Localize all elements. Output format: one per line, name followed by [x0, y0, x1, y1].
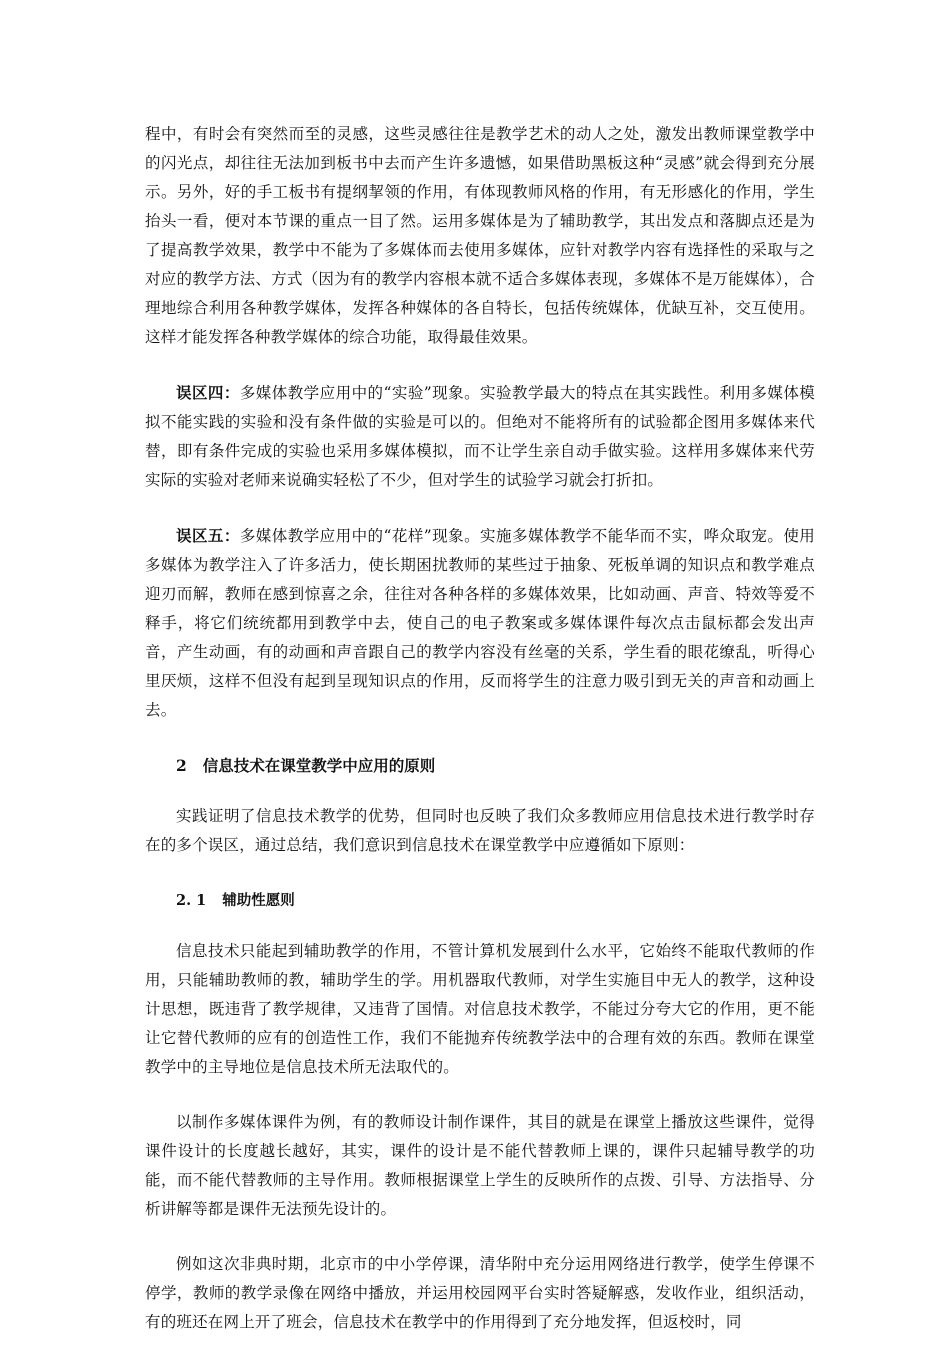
paragraph-continuation: 程中，有时会有突然而至的灵感，这些灵感往往是教学艺术的动人之处，激发出教师课堂教学中的闪光点，却往往无法加到板书中去而产生许多遗憾，如果借助黑板这种“灵感”就会得到充分展示。另外，好的手工板书有提纲挈领的作用，有体现教师风格的作用，有无形感化的作用，学生抬头一看，便对本节课的重点一目了然。运用多媒体是为了辅助教学，其出发点和落脚点还是为了提高教学效果，教学中不能为了多媒体而去使用多媒体，应针对教学内容有选择性的采取与之对应的教学方法、方式（因为有的教学内容根本就不适合多媒体表现，多媒体不是万能媒体），合理地综合利用各种教学媒体，发挥各种媒体的各自特长，包括传统媒体，优缺互补，交互使用。这样才能发挥各种教学媒体的综合功能，取得最佳效果。: [145, 125, 815, 346]
misconception-five-text: 多媒体教学应用中的“花样”现象。实施多媒体教学不能华而不实，哗众取宠。使用多媒体为教学注入了许多活力，使长期困扰教师的某些过于抽象、死板单调的知识点和教学难点迎刃而解，教师在感到惊喜之余，往往对各种各样的多媒体效果，比如动画、声音、特效等爱不释手，将它们统统都用到教学中去，使自己的电子教案或多媒体课件每次点击鼠标都会发出声音，产生动画，有的动画和声音跟自己的教学内容没有丝毫的关系，学生看的眼花缭乱，听得心里厌烦，这样不但没有起到呈现知识点的作用，反而将学生的注意力吸引到无关的声音和动画上去。: [145, 527, 815, 719]
section-2-number: 2: [176, 756, 187, 775]
misconception-four-text: 多媒体教学应用中的“实验”现象。实验教学最大的特点在其实践性。利用多媒体模拟不能实践的实验和没有条件做的实验是可以的。但绝对不能将所有的试验都企图用多媒体来代替，即有条件完成的实验也采用多媒体模拟，而不让学生亲自动手做实验。这样用多媒体来代劳实际的实验对老师来说确实轻松了不少，但对学生的试验学习就会打折扣。: [145, 384, 815, 489]
section-2-1-number: 2. 1: [176, 892, 207, 909]
section-2-1-title: 辅助性愿则: [222, 892, 295, 909]
section-2-1-heading: [145, 886, 815, 915]
paragraph-misconception-five: [145, 521, 815, 725]
section-2-title: 信息技术在课堂教学中应用的原则: [202, 756, 436, 775]
document-page: [145, 120, 815, 1363]
paragraph-principles-intro: 实践证明了信息技术教学的优势，但同时也反映了我们众多教师应用信息技术进行教学时存在的多个误区，通过总结，我们意识到信息技术在课堂教学中应遵循如下原则：: [145, 807, 815, 854]
misconception-five-label: 误区五：: [176, 526, 240, 545]
misconception-four-label: 误区四：: [176, 383, 240, 402]
paragraph-sars-example: 例如这次非典时期，北京市的中小学停课，清华附中充分运用网络进行教学，使学生停课不停学，教师的教学录像在网络中播放，并运用校园网平台实时答疑解惑，发收作业，组织活动，有的班还在网上开了班会，信息技术在教学中的作用得到了充分地发挥，但返校时，同: [145, 1255, 815, 1331]
paragraph-auxiliary-principle: 信息技术只能起到辅助教学的作用，不管计算机发展到什么水平，它始终不能取代教师的作用，只能辅助教师的教，辅助学生的学。用机器取代教师，对学生实施目中无人的教学，这种设计思想，既违背了教学规律，又违背了国情。对信息技术教学，不能过分夸大它的作用，更不能让它替代教师的应有的创造性工作，我们不能抛弃传统教学法中的合理有效的东西。教师在课堂教学中的主导地位是信息技术所无法取代的。: [145, 942, 815, 1076]
section-2-heading: [145, 751, 815, 780]
paragraph-courseware-example: 以制作多媒体课件为例，有的教师设计制作课件，其目的就是在课堂上播放这些课件，觉得课件设计的长度越长越好，其实，课件的设计是不能代替教师上课的，课件只起辅导教学的功能，而不能代替教师的主导作用。教师根据课堂上学生的反映所作的点拨、引导、方法指导、分析讲解等都是课件无法预先设计的。: [145, 1113, 815, 1218]
paragraph-misconception-four: [145, 378, 815, 495]
